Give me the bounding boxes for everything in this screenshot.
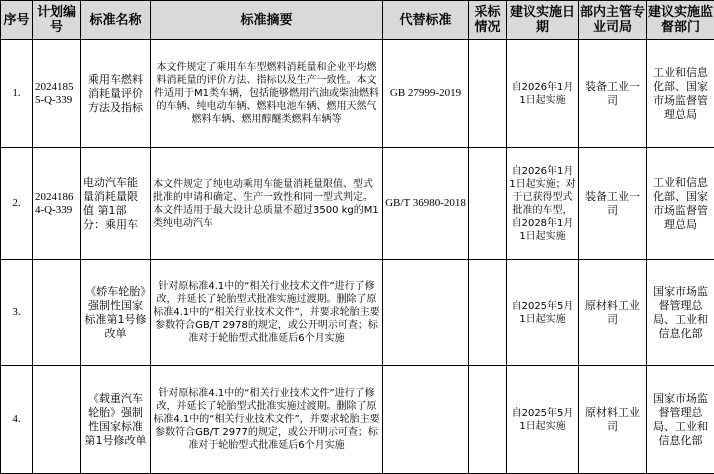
- cell-replace: GB/T 36980-2018: [383, 148, 469, 260]
- cell-seq: 1.: [1, 40, 33, 148]
- cell-supervise: 国家市场监督管理总局、工业和信息化部: [647, 366, 714, 474]
- cell-std-name: 乘用车燃料消耗量评价方法及指标: [81, 40, 151, 148]
- cell-plan-no: 20241864-Q-339: [33, 148, 81, 260]
- cell-seq: 3.: [1, 260, 33, 366]
- cell-supervise: 工业和信息化部、国家市场监督管理总局: [647, 40, 714, 148]
- cell-adopt: [469, 148, 507, 260]
- cell-replace: [383, 366, 469, 474]
- cell-plan-no: 20241855-Q-339: [33, 40, 81, 148]
- header-supervise: 建议实施监督部门: [647, 1, 714, 40]
- cell-seq: 4.: [1, 366, 33, 474]
- cell-summary: 针对原标准4.1中的“相关行业技术文件”进行了修改，并延长了轮胎型式批准实施过渡期。删除了原标准4.1中的“相关行业技术文件”，并要求轮胎主要参数符合GB/T 2978的规定，或公开明示可查；标准对于轮胎型式批准延后6个月实施: [151, 260, 383, 366]
- cell-seq: 2.: [1, 148, 33, 260]
- table-row: [1, 366, 714, 474]
- cell-impl-date: 自2026年1月1日起实施；对于已获得型式批准的车型，自2028年1月1日起实施: [507, 148, 579, 260]
- cell-adopt: [469, 260, 507, 366]
- cell-adopt: [469, 366, 507, 474]
- cell-dept: 装备工业一司: [579, 148, 647, 260]
- header-summary: 标准摘要: [151, 1, 383, 40]
- table-row: [1, 148, 714, 260]
- cell-summary: 本文件规定了乘用车车型燃料消耗量和企业平均燃料消耗量的评价方法、指标以及生产一致性。本文件适用于M1类车辆，包括能够燃用汽油或柴油燃料的车辆、纯电动车辆、燃料电池车辆、燃用天然气燃料车辆、燃用醇醚类燃料车辆等: [151, 40, 383, 148]
- cell-plan-no: [33, 366, 81, 474]
- cell-summary: 本文件规定了纯电动乘用车能量消耗量限值、型式批准的申请和确定、生产一致性和同一型式判定。本文件适用于最大设计总质量不超过3500 kg的M1类纯电动汽车: [151, 148, 383, 260]
- cell-impl-date: 自2026年1月1日起实施: [507, 40, 579, 148]
- cell-supervise: 国家市场监督管理总局、工业和信息化部: [647, 260, 714, 366]
- cell-supervise: 工业和信息化部、国家市场监督管理总局: [647, 148, 714, 260]
- header-dept: 部内主管专业司局: [579, 1, 647, 40]
- cell-dept: 装备工业一司: [579, 40, 647, 148]
- cell-impl-date: 自2025年5月1日起实施: [507, 366, 579, 474]
- header-impl-date: 建议实施日期: [507, 1, 579, 40]
- cell-summary: 针对原标准4.1中的“相关行业技术文件”进行了修改，并延长了轮胎型式批准实施过渡期。删除了原标准4.1中的“相关行业技术文件”，并要求轮胎主要参数符合GB/T 2977的规定，或公开明示可查；标准对于轮胎型式批准延后6个月实施: [151, 366, 383, 474]
- header-row: [1, 1, 714, 40]
- table-row: [1, 40, 714, 148]
- table-row: [1, 260, 714, 366]
- cell-std-name: 《载重汽车轮胎》强制性国家标准第1号修改单: [81, 366, 151, 474]
- cell-std-name: 电动汽车能量消耗量限值 第1部分：乘用车: [81, 148, 151, 260]
- header-replace: 代替标准: [383, 1, 469, 40]
- cell-dept: 原材料工业司: [579, 366, 647, 474]
- cell-adopt: [469, 40, 507, 148]
- header-plan-no: 计划编号: [33, 1, 81, 40]
- cell-plan-no: [33, 260, 81, 366]
- header-adopt: 采标情况: [469, 1, 507, 40]
- header-std-name: 标准名称: [81, 1, 151, 40]
- cell-std-name: 《轿车轮胎》强制性国家标准第1号修改单: [81, 260, 151, 366]
- cell-impl-date: 自2025年5月1日起实施: [507, 260, 579, 366]
- header-seq: 序号: [1, 1, 33, 40]
- cell-dept: 原材料工业司: [579, 260, 647, 366]
- cell-replace: GB 27999-2019: [383, 40, 469, 148]
- cell-replace: [383, 260, 469, 366]
